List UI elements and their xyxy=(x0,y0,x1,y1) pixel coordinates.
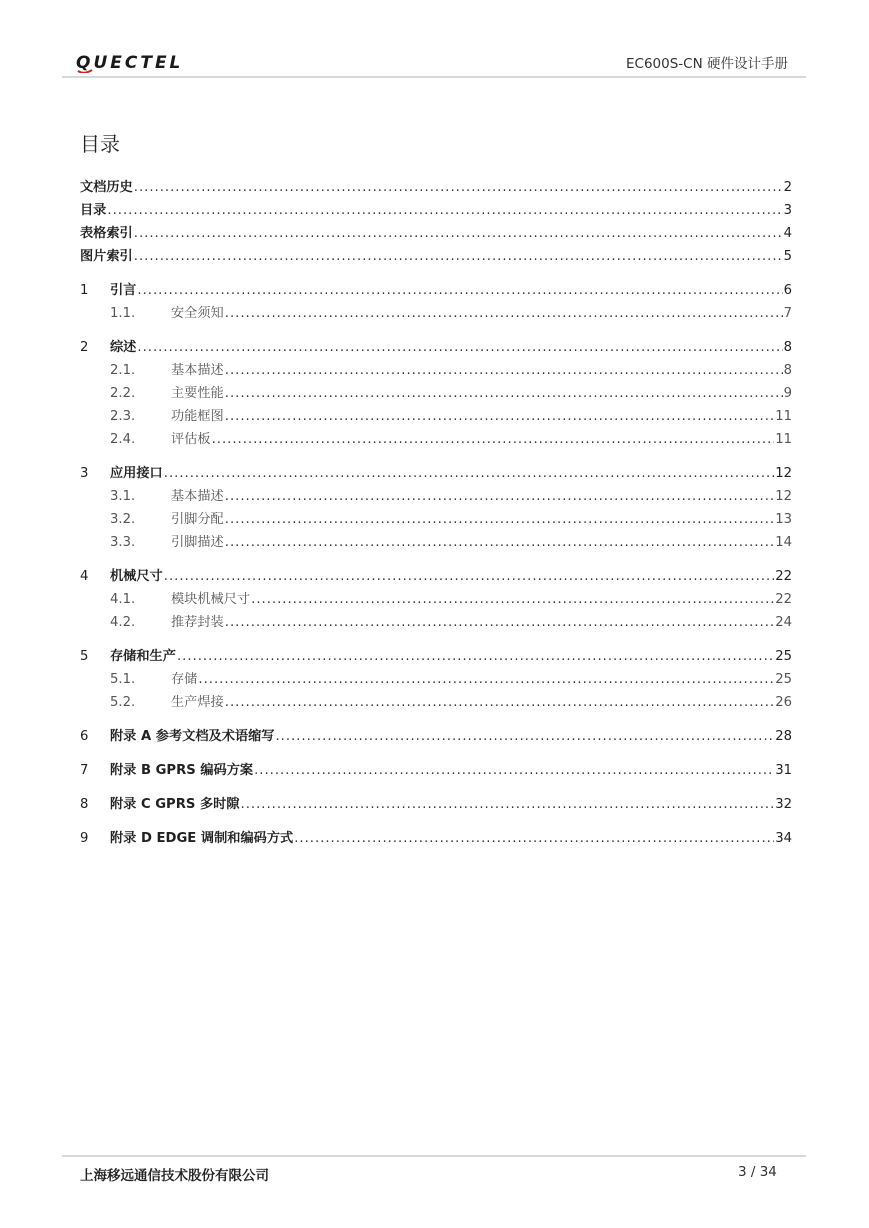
toc-entry-title: 应用接口 xyxy=(110,466,163,481)
toc-entry-number: 2.3. xyxy=(110,409,136,424)
toc-entry-number: 5.1. xyxy=(110,672,136,687)
toc-dot-leader xyxy=(107,201,782,221)
toc-entry[interactable] xyxy=(80,670,792,690)
toc-entry[interactable] xyxy=(80,590,792,610)
toc-dot-leader xyxy=(254,761,774,781)
toc-entry[interactable] xyxy=(80,510,792,530)
toc-dot-leader xyxy=(225,510,774,530)
toc-entry-number: 4.2. xyxy=(110,615,136,630)
toc-entry-number: 3 xyxy=(80,466,89,481)
toc-entry-page: 8 xyxy=(783,363,792,378)
toc-entry[interactable] xyxy=(80,533,792,553)
toc-entry-number: 4 xyxy=(80,569,89,584)
toc-dot-leader xyxy=(225,384,783,404)
toc-entry-number: 7 xyxy=(80,763,89,778)
toc-entry-page: 4 xyxy=(783,226,792,241)
toc-dot-leader xyxy=(225,361,783,381)
toc-entry[interactable] xyxy=(80,178,792,198)
toc-entry-title: 引脚分配 xyxy=(171,512,224,527)
toc-entry-page: 11 xyxy=(775,409,792,424)
toc-entry[interactable] xyxy=(80,693,792,713)
document-title: EC600S-CN 硬件设计手册 xyxy=(626,56,788,72)
toc-entry-title: 功能框图 xyxy=(171,409,224,424)
toc-entry-page: 31 xyxy=(775,763,792,778)
toc-entry-page: 26 xyxy=(775,695,792,710)
toc-dot-leader xyxy=(134,224,783,244)
footer-divider xyxy=(62,1155,806,1157)
toc-entry-title: 引脚描述 xyxy=(171,535,224,550)
toc-entry[interactable] xyxy=(80,829,792,849)
toc-entry-page: 25 xyxy=(775,672,792,687)
toc-entry-page: 9 xyxy=(783,386,792,401)
toc-entry[interactable] xyxy=(80,567,792,587)
toc-dot-leader xyxy=(225,304,783,324)
toc-entry-page: 12 xyxy=(775,466,792,481)
page-title: 目录 xyxy=(80,132,120,156)
footer-page-indicator: 3 / 34 xyxy=(738,1164,777,1180)
toc-entry-number: 3.2. xyxy=(110,512,136,527)
toc-entry-page: 3 xyxy=(783,203,792,218)
toc-entry[interactable] xyxy=(80,407,792,427)
toc-entry-number: 2.4. xyxy=(110,432,136,447)
toc-entry-number: 5 xyxy=(80,649,89,664)
toc-entry[interactable] xyxy=(80,338,792,358)
toc-entry-page: 13 xyxy=(775,512,792,527)
toc-entry-page: 14 xyxy=(775,535,792,550)
toc-dot-leader xyxy=(137,281,782,301)
toc-entry-page: 6 xyxy=(783,283,792,298)
toc-entry-title: 机械尺寸 xyxy=(110,569,163,584)
toc-dot-leader xyxy=(164,567,774,587)
toc-entry-page: 2 xyxy=(783,180,792,195)
toc-entry-number: 4.1. xyxy=(110,592,136,607)
toc-entry-title: 安全须知 xyxy=(171,306,224,321)
toc-entry-number: 9 xyxy=(80,831,89,846)
toc-dot-leader xyxy=(134,178,783,198)
toc-entry-title: 引言 xyxy=(110,283,137,298)
toc-dot-leader xyxy=(212,430,775,450)
toc-dot-leader xyxy=(134,247,783,267)
toc-entry-page: 12 xyxy=(775,489,792,504)
toc-entry[interactable] xyxy=(80,247,792,267)
logo-wordmark: QUECTEL xyxy=(76,53,184,73)
toc-entry-page: 32 xyxy=(775,797,792,812)
footer-company-name: 上海移远通信技术股份有限公司 xyxy=(80,1168,269,1184)
toc-entry-number: 1.1. xyxy=(110,306,136,321)
toc-entry[interactable] xyxy=(80,647,792,667)
toc-entry-title: 基本描述 xyxy=(171,489,224,504)
toc-entry-page: 28 xyxy=(775,729,792,744)
toc-entry-title: 存储和生产 xyxy=(110,649,176,664)
toc-entry[interactable] xyxy=(80,224,792,244)
toc-entry-number: 1 xyxy=(80,283,89,298)
toc-entry-title: 附录 B GPRS 编码方案 xyxy=(110,763,254,778)
toc-entry-page: 5 xyxy=(783,249,792,264)
toc-entry[interactable] xyxy=(80,430,792,450)
toc-entry-number: 5.2. xyxy=(110,695,136,710)
toc-entry-title: 生产焊接 xyxy=(171,695,224,710)
toc-entry-title: 图片索引 xyxy=(80,249,133,264)
toc-entry-page: 22 xyxy=(775,569,792,584)
toc-entry[interactable] xyxy=(80,795,792,815)
toc-entry-number: 8 xyxy=(80,797,89,812)
toc-entry-title: 推荐封装 xyxy=(171,615,224,630)
toc-entry[interactable] xyxy=(80,384,792,404)
toc-dot-leader xyxy=(225,487,774,507)
toc-entry[interactable] xyxy=(80,727,792,747)
toc-entry-page: 25 xyxy=(775,649,792,664)
page-header xyxy=(62,40,806,80)
toc-entry-page: 24 xyxy=(775,615,792,630)
toc-entry-number: 3.1. xyxy=(110,489,136,504)
toc-entry-page: 7 xyxy=(783,306,792,321)
toc-entry-title: 存储 xyxy=(171,672,198,687)
toc-dot-leader xyxy=(177,647,774,667)
toc-entry-title: 基本描述 xyxy=(171,363,224,378)
toc-entry-title: 综述 xyxy=(110,340,137,355)
toc-entry-title: 附录 D EDGE 调制和编码方式 xyxy=(110,831,294,846)
toc-entry[interactable] xyxy=(80,761,792,781)
toc-entry-page: 34 xyxy=(775,831,792,846)
toc-entry[interactable] xyxy=(80,201,792,221)
toc-entry-number: 2.2. xyxy=(110,386,136,401)
quectel-logo xyxy=(76,51,226,73)
toc-entry[interactable] xyxy=(80,613,792,633)
toc-dot-leader xyxy=(198,670,774,690)
toc-dot-leader xyxy=(275,727,774,747)
toc-entry-title: 文档历史 xyxy=(80,180,133,195)
toc-entry-page: 8 xyxy=(783,340,792,355)
toc-dot-leader xyxy=(164,464,774,484)
toc-dot-leader xyxy=(241,795,775,815)
toc-entry-number: 2 xyxy=(80,340,89,355)
toc-entry-title: 主要性能 xyxy=(171,386,224,401)
toc-entry-title: 模块机械尺寸 xyxy=(171,592,251,607)
toc-entry-number: 3.3. xyxy=(110,535,136,550)
toc-dot-leader xyxy=(251,590,774,610)
toc-entry-title: 表格索引 xyxy=(80,226,133,241)
toc-entry-title: 评估板 xyxy=(171,432,211,447)
toc-dot-leader xyxy=(137,338,782,358)
toc-entry[interactable] xyxy=(80,281,792,301)
toc-entry-number: 6 xyxy=(80,729,89,744)
toc-dot-leader xyxy=(225,407,774,427)
toc-entry-title: 目录 xyxy=(80,203,107,218)
toc-dot-leader xyxy=(225,613,774,633)
toc-entry-number: 2.1. xyxy=(110,363,136,378)
toc-dot-leader xyxy=(294,829,774,849)
toc-entry-page: 11 xyxy=(775,432,792,447)
header-divider xyxy=(62,76,806,78)
toc-dot-leader xyxy=(225,693,774,713)
toc-entry-title: 附录 C GPRS 多时隙 xyxy=(110,797,240,812)
toc-dot-leader xyxy=(225,533,774,553)
toc-entry[interactable] xyxy=(80,361,792,381)
toc-entry[interactable] xyxy=(80,487,792,507)
toc-entry-title: 附录 A 参考文档及术语缩写 xyxy=(110,729,275,744)
toc-entry-page: 22 xyxy=(775,592,792,607)
toc-entry[interactable] xyxy=(80,464,792,484)
toc-entry[interactable] xyxy=(80,304,792,324)
